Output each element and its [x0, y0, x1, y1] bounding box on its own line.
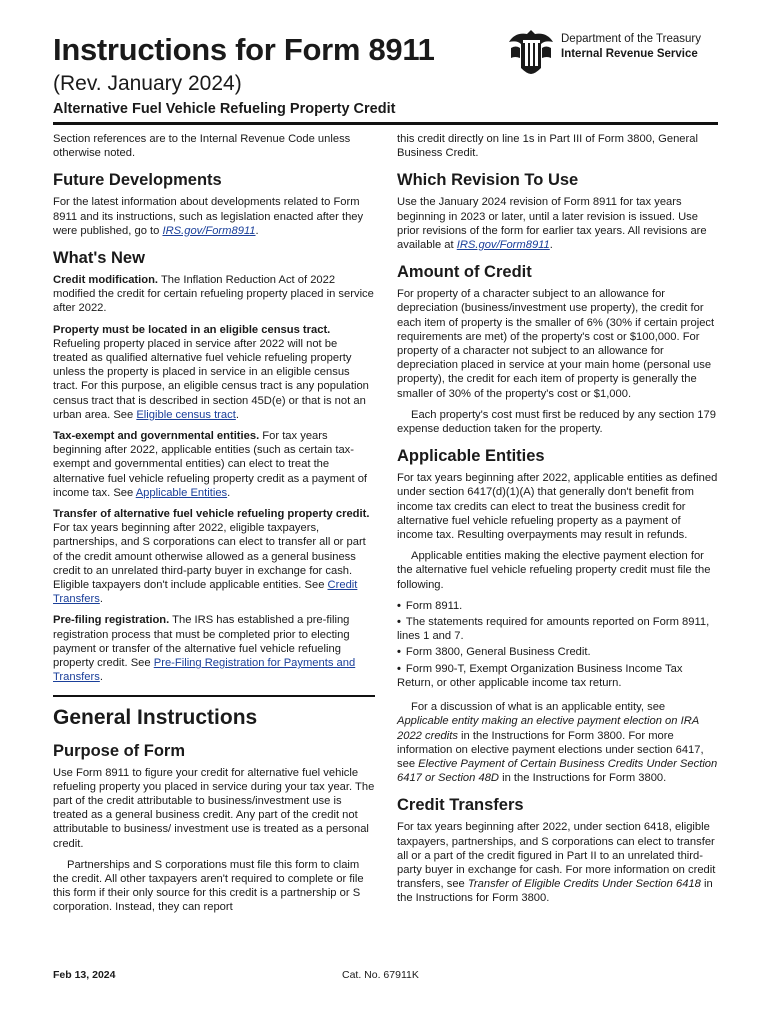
continued-text: this credit directly on line 1s in Part III of Form 3800, General Business Credit. [397, 133, 698, 160]
transfer-paragraph: Transfer of alternative fuel vehicle refueling property credit. For tax years beginning after 2022, eligible taxpayers, partnerships, and S corporations can elect to transfer all or part of the credit amount otherwise allowed as a general business credit to an unrelated third-party buyer in exchange for cash. Eligible taxpayers don't include applicable entities. See Credit Transfers. [53, 508, 370, 606]
revision-date: (Rev. January 2024) [53, 72, 242, 95]
which-revision-text: Use the January 2024 revision of Form 8911 for tax years beginning in 2023 or later, until a later revision is issued. Use prior revisions of the form for earlier tax years. All revisions are available at [397, 196, 707, 252]
amount-paragraph-2: Each property's cost must first be reduced by any section 179 expense deduction taken for the property. [397, 408, 716, 436]
tax-exempt-lead: Tax-exempt and governmental entities. [53, 430, 260, 443]
applicable-entities-link[interactable]: Applicable Entities [135, 486, 228, 499]
tax-exempt-paragraph: Tax-exempt and governmental entities. For tax years beginning after 2022, applicable entities (such as certain tax-exempt and governmental entities) can elect to treat the alternative fuel vehicle refueling property credit as a payment of income tax. See Applicable Entities. [53, 430, 368, 499]
purpose-paragraph-2: Partnerships and S corporations must file this form to claim the credit. All other taxpayers aren't required to complete or file this form if their only source for this credit is a partnership or S corporation. Instead, they can report [53, 858, 364, 914]
applicable-entities-heading: Applicable Entities [397, 447, 545, 466]
amount-of-credit-heading: Amount of Credit [397, 263, 532, 282]
left-column [53, 132, 375, 922]
transfers-italic: Transfer of Eligible Credits Under Section 6418 [467, 878, 701, 891]
list-item: • Form 8911. [397, 599, 719, 613]
future-developments-body: For the latest information about developments related to Form 8911 and its instructions, such as legislation enacted after they were published, go to [53, 196, 364, 237]
form-subtitle: Alternative Fuel Vehicle Refueling Property Credit [53, 101, 396, 117]
future-developments-text: For the latest information about developments related to Form 8911 and its instructions, such as legislation enacted after they were published, go to IRS.gov/Form8911. [53, 196, 364, 237]
transfer-lead: Transfer of alternative fuel vehicle refueling property credit. [53, 508, 370, 521]
irs-form8911-link[interactable]: IRS.gov/Form8911 [162, 224, 256, 237]
transfers-text-b: in the Instructions for Form 3800. [397, 878, 713, 905]
census-tract-paragraph: Property must be located in an eligible census tract. Refueling property placed in service after 2022 will not be treated as qualified alternative fuel vehicle refueling property unless the property is placed in service in an eligible census tract. For this purpose, an eligible census tract is any population census tract that is described in section 45D(e) or that is not an urban area. See Eligible census tract. [53, 323, 369, 421]
page-title: Instructions for Form 8911 [53, 32, 435, 67]
agency-block [561, 32, 701, 62]
department-name: Department of the Treasury [561, 33, 701, 45]
whats-new-heading: What's New [53, 249, 145, 268]
which-revision-heading: Which Revision To Use [397, 171, 579, 190]
tax-exempt-text: For tax years beginning after 2022, applicable entities (such as certain tax-exempt and governmental entities) can elect to treat the alternative fuel vehicle refueling property credit as a payment of income tax. See [53, 430, 368, 499]
section-divider [53, 695, 375, 697]
catalog-number: Cat. No. 67911K [342, 969, 419, 981]
transfers-text-a: For tax years beginning after 2022, under section 6418, eligible taxpayers, partnerships, and S corporations can elect to transfer all or a part of the credit figured in Part II to an unrelated third-party buyer in exchange for cash. For more information on credit transfers, see [397, 821, 716, 891]
intro-text: Section references are to the Internal Revenue Code unless otherwise noted. [53, 133, 351, 160]
credit-transfers-heading: Credit Transfers [397, 796, 524, 815]
credit-transfers-paragraph [397, 820, 719, 905]
general-instructions-heading: General Instructions [53, 705, 258, 729]
which-revision-paragraph: Use the January 2024 revision of Form 8911 for tax years beginning in 2023 or later, until a later revision is issued. Use prior revisions of the form for earlier tax years. All revisions are available at IRS.gov/Form8911. [397, 196, 707, 252]
list-item: • Form 990-T, Exempt Organization Business Income Tax Return, or other applicable income tax return. [397, 662, 719, 690]
entities-p3-italic-a: Applicable entity making an elective payment election on IRA 2022 credits [397, 715, 699, 742]
prefiling-lead: Pre-filing registration. [53, 614, 170, 627]
agency-name: Internal Revenue Service [561, 48, 698, 60]
prefiling-paragraph: Pre-filing registration. The IRS has established a pre-filing registration process that must be completed prior to electing payment or transfer of the alternative fuel vehicle refueling property credit. See Pre-Filing Registration for Payments and Transfers. [53, 614, 356, 684]
amount-paragraph-1: For property of a character subject to an allowance for depreciation (business/investment use property), the credit for each item of property is the smaller of 6% (30% if certain project requirements are met) of the property's cost or $100,000. For property of a character not subject to an allowance for depreciation placed in service at your main home (personal use property), the credit for each item of property is generally the smaller of 30% of the property's cost or $1,000. [397, 288, 715, 400]
list-item: • The statements required for amounts reported on Form 8911, lines 1 and 7. [397, 615, 719, 643]
credit-modification-paragraph [53, 273, 375, 316]
credit-modification-lead: Credit modification. [53, 274, 159, 287]
filing-requirements-list [397, 599, 719, 690]
future-developments-heading: Future Developments [53, 171, 222, 190]
entities-paragraph-3 [397, 700, 719, 785]
irs-eagle-logo-icon [505, 28, 557, 76]
irs-form8911-link-2[interactable]: IRS.gov/Form8911 [456, 239, 550, 252]
entities-paragraph-1: For tax years beginning after 2022, applicable entities as defined under section 6417(d)(1)(A) that generally don't benefit from income tax credits can elect to treat the business credit for alternative fuel vehicle refueling property as a payment of income tax. Resulting overpayments may result in refunds. [397, 472, 718, 542]
header-divider [53, 122, 718, 125]
right-column [397, 132, 719, 913]
entities-p3-text-b: in the Instructions for Form 3800. For more information on elective payment elections under section 6417, see [397, 729, 704, 770]
credit-modification-text: The Inflation Reduction Act of 2022 modified the credit for certain refueling property placed in service after 2022. [53, 274, 374, 315]
transfer-text: For tax years beginning after 2022, eligible taxpayers, partnerships, and S corporations can elect to transfer all or part of the credit amount otherwise allowed as a general business credit to an unrelated third-party buyer in exchange for cash. Eligible taxpayers don't include applicable entities. See [53, 522, 366, 592]
entities-p3-text-c: in the Instructions for Form 3800. [499, 772, 667, 785]
list-item: • Form 3800, General Business Credit. [397, 645, 719, 659]
prefiling-registration-link[interactable]: Pre-Filing Registration for Payments and Transfers [53, 657, 356, 684]
prefiling-text: The IRS has established a pre-filing registration process that must be completed prior to electing payment or transfer of the alternative fuel vehicle refueling property credit. See [53, 614, 350, 670]
census-tract-lead: Property must be located in an eligible census tract. [53, 323, 331, 336]
credit-transfers-link[interactable]: Credit Transfers [53, 579, 358, 606]
footer-date: Feb 13, 2024 [53, 969, 116, 981]
purpose-of-form-heading: Purpose of Form [53, 741, 186, 760]
census-tract-text: Refueling property placed in service after 2022 will not be treated as qualified alternative fuel vehicle refueling property unless the property is placed in service in an eligible census tract. For this purpose, an eligible census tract is any population census tract that is described in section 45D(e) or that is not an urban area. See [53, 337, 369, 421]
purpose-paragraph-1: Use Form 8911 to figure your credit for alternative fuel vehicle refueling property you placed in service during your tax year. The part of the credit attributable to business/investment use is treated as a general business credit. Any part of the credit not attributable to business/ investment use is treated as a personal credit. [53, 766, 375, 850]
entities-paragraph-2: Applicable entities making the elective payment election for the alternative fuel vehicle refueling property credit must file the following. [397, 550, 711, 591]
entities-p3-italic-b: Elective Payment of Certain Business Credits Under Section 6417 or Section 48D [397, 757, 718, 785]
entities-p3-text-a: For a discussion of what is an applicable entity, see [411, 701, 666, 714]
eligible-census-tract-link[interactable]: Eligible census tract [136, 408, 236, 421]
